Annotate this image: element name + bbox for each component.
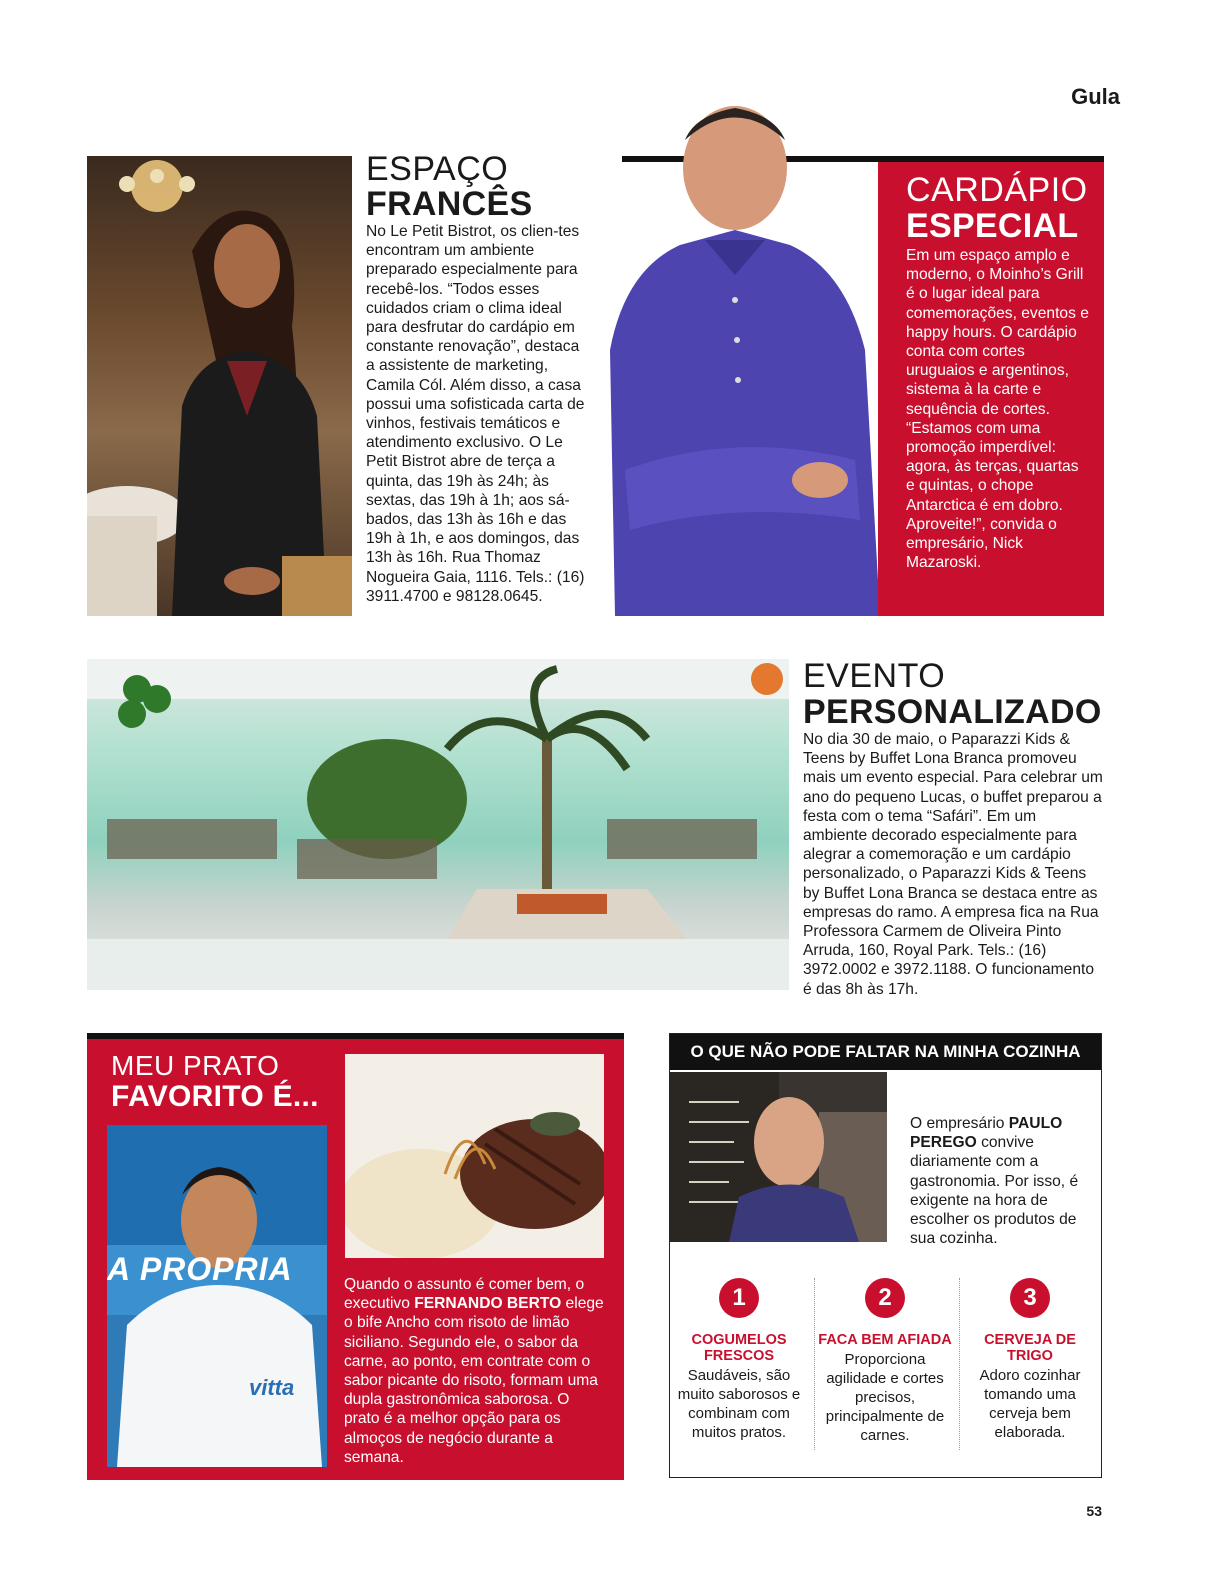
tip-3-body: Adoro cozinhar tomando uma cerveja bem elaborada.: [979, 1367, 1081, 1441]
store-banner-text: A PROPRIA: [107, 1251, 293, 1287]
party-venue-photo: [87, 659, 789, 990]
espaco-title-light: ESPAÇO: [366, 150, 509, 188]
prato-box: [87, 1039, 624, 1480]
moinhos-owner-photo: [585, 100, 905, 616]
cardapio-title-bold: ESPECIAL: [906, 207, 1079, 245]
tip-1-number: 1: [719, 1278, 759, 1318]
cozinha-intro: [910, 1114, 1090, 1248]
dish-photo: [345, 1054, 604, 1258]
evento-title-bold: PERSONALIZADO: [803, 693, 1102, 731]
tip-2-body: Proporciona agilidade e cortes precisos, principalmente de carnes.: [825, 1351, 945, 1444]
espaco-title-bold: FRANCÊS: [366, 185, 533, 223]
cozinha-intro-name: PAULO PEREGO: [910, 1115, 1063, 1152]
section-label: Gula: [1071, 84, 1120, 109]
cozinha-intro-after: convive diariamente com a gastronomia. Por isso, é exigente na hora de escolher os produtos de sua cozinha.: [910, 1134, 1079, 1248]
tip-3: [962, 1278, 1098, 1442]
tip-1-body: Saudáveis, são muito saborosos e combinam com muitos pratos.: [677, 1367, 801, 1441]
tip-1-title: COGUMELOS FRESCOS: [691, 1332, 787, 1364]
tip-divider-1: [814, 1278, 815, 1450]
prato-body: [344, 1275, 604, 1467]
prato-body-before: Quando o assunto é comer bem, o executivo: [344, 1276, 585, 1313]
tip-2-number: 2: [865, 1278, 905, 1318]
prato-title-bold: FAVORITO É...: [111, 1080, 319, 1113]
paulo-perego-photo: [669, 1072, 887, 1242]
tip-2: [817, 1278, 953, 1445]
tip-divider-2: [959, 1278, 960, 1450]
cardapio-box: [878, 162, 1104, 616]
cardapio-body: Em um espaço amplo e moderno, o Moinho’s Grill é o lugar ideal para comemorações, eventos e happy hours. O cardápio conta com cortes uruguaios e argentinos, sistema à la carte e sequência de cortes. “Estamos com uma promoção imperdível: agora, às terças, quartas e quintas, o chope Antarctica é em dobro. Aproveite!”, convida o empresário, Nick Mazaroski.: [906, 247, 1089, 572]
prato-body-after: elege o bife Ancho com risoto de limão siciliano. Segundo ele, o sabor da carne, ao ponto, em contrate com o sabor picante do risoto, formam uma dupla gastronômica saborosa. O prato é a melhor opção para os almoços de negócio durante a semana.: [344, 1295, 604, 1466]
prato-title-light: MEU PRATO: [111, 1050, 280, 1081]
cozinha-header: O QUE NÃO PODE FALTAR NA MINHA COZINHA: [670, 1034, 1101, 1070]
tip-3-number: 3: [1010, 1278, 1050, 1318]
tip-1: [671, 1278, 807, 1442]
cardapio-title-light: CARDÁPIO: [906, 171, 1088, 209]
page-number: 53: [1086, 1503, 1102, 1519]
executive-photo: [107, 1125, 327, 1467]
tip-2-title: FACA BEM AFIADA: [818, 1332, 952, 1348]
cozinha-intro-before: O empresário: [910, 1115, 1009, 1132]
evento-body: No dia 30 de maio, o Paparazzi Kids & Teens by Buffet Lona Branca promoveu mais um evento especial. Para celebrar um ano do pequeno Lucas, o buffet preparou a festa com o tema “Safári”. Em um ambiente decorado especialmente para alegrar a comemoração e um cardápio personalizado, o Paparazzi Kids & Teens by Buffet Lona Branca se destaca entre as empresas do ramo. A empresa fica na Rua Professora Carmem de Oliveira Pinto Arruda, 160, Royal Park. Tels.: (16) 3972.0002 e 3972.1188. O funcionamento é das 8h às 17h.: [803, 731, 1103, 998]
evento-title-light: EVENTO: [803, 657, 946, 695]
espaco-body: No Le Petit Bistrot, os clien-tes encontram um ambiente preparado especialmente para recebê-los. “Todos esses cuidados criam o clima ideal para desfrutar do cardápio em constante renovação”, destaca a assistente de marketing, Camila Cól. Além disso, a casa possui uma sofisticada carta de vinhos, festivais temáticos e atendimento exclusivo. O Le Petit Bistrot abre de terça a quinta, das 19h às 24h; às sextas, das 19h à 1h; aos sá-bados, das 13h às 16h e das 19h à 1h, e aos domingos, das 13h às 16h. Rua Thomaz Nogueira Gaia, 1116. Tels.: (16) 3911.4700 e 98128.0645.: [366, 223, 585, 605]
prato-body-name: FERNANDO BERTO: [414, 1295, 562, 1313]
shirt-logo: vitta: [249, 1375, 295, 1400]
bistrot-assistant-photo: [87, 156, 352, 616]
tip-3-title: CERVEJA DE TRIGO: [984, 1332, 1076, 1364]
